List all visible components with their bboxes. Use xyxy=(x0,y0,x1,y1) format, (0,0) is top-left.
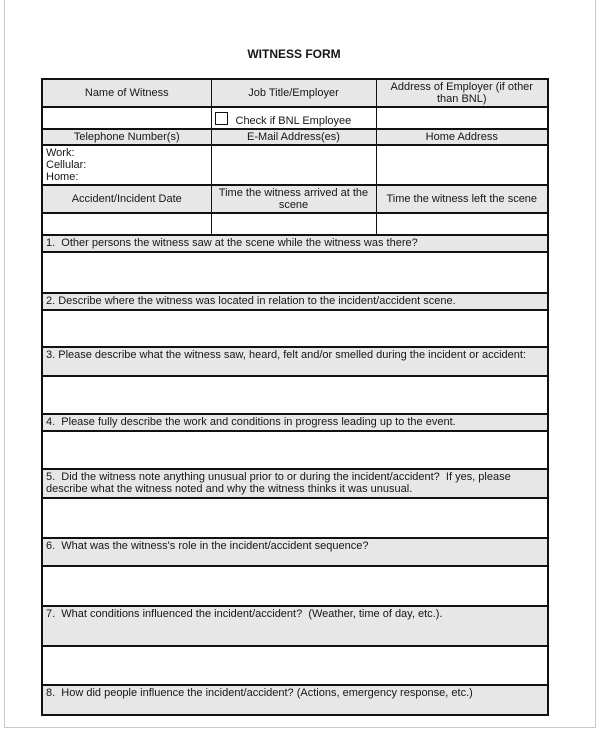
question-6-label: 6. What was the witness's role in the incident/accident sequence? xyxy=(42,538,548,566)
bnl-employee-cell xyxy=(211,107,376,129)
question-5-answer-field[interactable] xyxy=(42,498,548,538)
bnl-employee-checkbox[interactable] xyxy=(215,112,228,125)
header-address-of-employer: Address of Employer (if other than BNL) xyxy=(376,79,548,107)
header-telephone-numbers: Telephone Number(s) xyxy=(42,129,211,145)
name-of-witness-field[interactable] xyxy=(42,107,211,129)
email-addresses-field[interactable] xyxy=(211,145,376,185)
header-time-arrived: Time the witness arrived at the scene xyxy=(211,185,376,213)
question-3-answer-field[interactable] xyxy=(42,376,548,414)
question-5-label: 5. Did the witness note anything unusual prior to or during the incident/accident? If yes, please describe what the witness noted and why the witness thinks it was unusual. xyxy=(42,469,548,498)
witness-form-table xyxy=(41,78,549,716)
question-3-label: 3. Please describe what the witness saw, heard, felt and/or smelled during the incident or accident: xyxy=(42,347,548,376)
question-4-answer-field[interactable] xyxy=(42,431,548,469)
question-2-label: 2. Describe where the witness was located in relation to the incident/accident scene. xyxy=(42,293,548,310)
question-2-answer-field[interactable] xyxy=(42,310,548,347)
question-4-label: 4. Please fully describe the work and conditions in progress leading up to the event. xyxy=(42,414,548,431)
telephone-numbers-field[interactable] xyxy=(42,145,211,185)
question-8-label: 8. How did people influence the incident/accident? (Actions, emergency response, etc.) xyxy=(42,685,548,715)
header-email-addresses: E-Mail Address(es) xyxy=(211,129,376,145)
header-home-address: Home Address xyxy=(376,129,548,145)
question-6-answer-field[interactable] xyxy=(42,566,548,606)
question-1-label: 1. Other persons the witness saw at the scene while the witness was there? xyxy=(42,235,548,252)
home-address-field[interactable] xyxy=(376,145,548,185)
time-arrived-field[interactable] xyxy=(211,213,376,235)
time-left-field[interactable] xyxy=(376,213,548,235)
address-of-employer-field[interactable] xyxy=(376,107,548,129)
phone-work-label: Work: xyxy=(46,147,75,159)
phone-cellular-label: Cellular: xyxy=(46,159,87,171)
bnl-employee-checkbox-label: Check if BNL Employee xyxy=(235,115,352,127)
question-1-answer-field[interactable] xyxy=(42,252,548,293)
accident-incident-date-field[interactable] xyxy=(42,213,211,235)
form-title: WITNESS FORM xyxy=(247,47,341,61)
header-name-of-witness: Name of Witness xyxy=(42,79,211,107)
header-job-title-employer: Job Title/Employer xyxy=(211,79,376,107)
question-7-label: 7. What conditions influenced the incident/accident? (Weather, time of day, etc.). xyxy=(42,606,548,646)
header-accident-incident-date: Accident/Incident Date xyxy=(42,185,211,213)
header-time-left: Time the witness left the scene xyxy=(376,185,548,213)
question-7-answer-field[interactable] xyxy=(42,646,548,685)
phone-home-label: Home: xyxy=(46,171,79,183)
